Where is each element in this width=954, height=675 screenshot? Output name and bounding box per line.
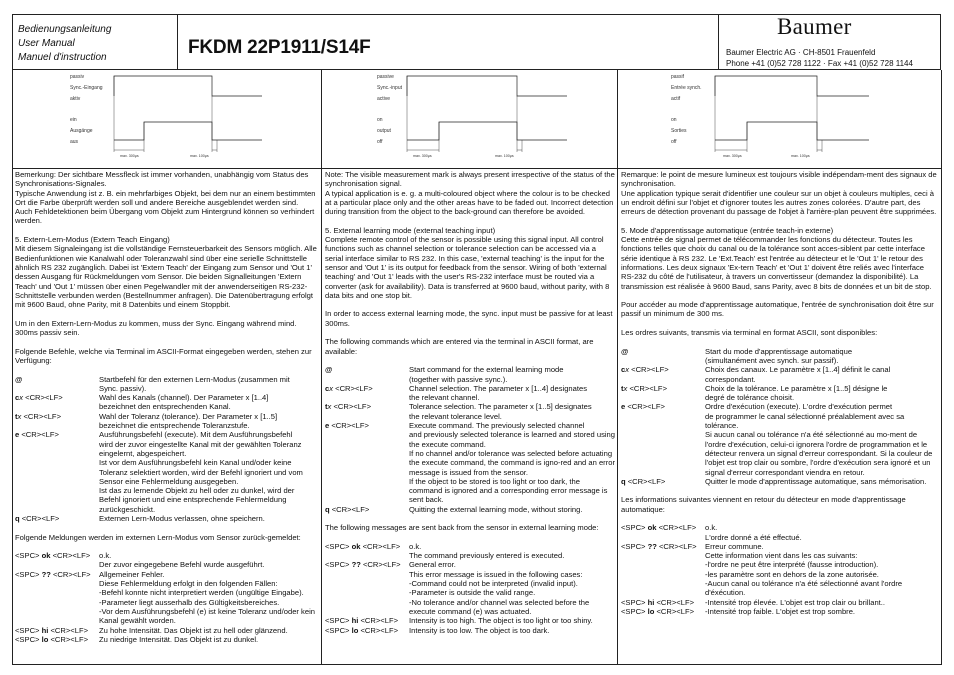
message-desc: Intensity is too high. The object is too light or too shiny.: [409, 616, 593, 626]
message-desc: -Vor dem Ausführungsbefehl (e) ist keine Toleranz und/oder kein Kanal gewählt worden.: [99, 606, 315, 626]
command-desc: and previously selected tolerance is learned and stored using the execute command.: [409, 430, 616, 449]
commands-intro: Les ordres suivants, transmis via terminal en format ASCII, sont disponibles:: [621, 328, 878, 338]
message-desc: -Command could not be interpreted (invalid input).: [409, 579, 578, 589]
note: Bemerkung: Der sichtbare Messfleck ist immer vorhanden, unabhängig vom Status des Synchronisations-Signales.: [15, 170, 309, 189]
message-desc: -Aucun canal ou tolérance n'a été sélectionné avant l'ordre d'éxécution.: [705, 579, 903, 598]
output-signal: [407, 122, 567, 140]
command-key: @: [621, 346, 629, 356]
message-key: <SPC> hi <CR><LF>: [325, 616, 399, 626]
column-de: [15, 170, 317, 644]
command-desc: Choix de la tolérance. Le paramètre x [1..5] désigne le: [705, 383, 888, 393]
command-desc: If no channel and/or tolerance was selected before actuating the execute command, the command is igno-red and an error message is issued from the sensor.: [409, 448, 615, 477]
column-en: [325, 170, 615, 635]
timing-diagram-svg: [323, 70, 617, 168]
command-key: tx <CR><LF>: [325, 402, 372, 412]
command-key: e <CR><LF>: [621, 402, 665, 412]
message-desc: -No tolerance and/or channel was selected before the execute command (e) was actuated.: [409, 597, 590, 616]
command-desc: Channel selection. The parameter x [1..4] designates: [409, 383, 587, 393]
diagram-label: Sorties: [671, 128, 687, 134]
message-desc: Erreur commune.: [705, 541, 764, 551]
command-desc: Execute command. The previously selected channel: [409, 421, 585, 431]
company-address: Baumer Electric AG · CH-8501 Frauenfeld: [726, 48, 876, 57]
column-rule: [321, 70, 322, 665]
diagram-label: off: [377, 139, 383, 145]
message-key: <SPC> ?? <CR><LF>: [325, 560, 401, 570]
command-desc: Start command for the external learning mode: [409, 365, 564, 375]
message-key: <SPC> hi <CR><LF>: [15, 625, 89, 635]
column-rule: [12, 70, 13, 665]
section-title: 5. Extern-Lern-Modus (Extern Teach Eingang): [15, 235, 170, 245]
diagram-label: Sync.-input: [377, 85, 403, 91]
column-fr: [621, 170, 937, 616]
command-desc: the relevant tolerance level.: [409, 411, 502, 421]
command-desc: Wahl der Toleranz (tolerance). Der Parameter x [1..5]: [99, 411, 278, 421]
diagram-label: active: [377, 96, 391, 102]
message-desc: L'ordre donné a été effectué.: [705, 532, 802, 542]
message-desc: General error.: [409, 560, 456, 570]
note-detail: Une application typique serait d'identifier une couleur sur un objet à couleurs multiples, ceci à un endroit défini sur l'objet et d'ignorer toutes les autres zones colorées. D'autre part, des erreurs de détection provenant du passage de l'objet à l'arrière-plan peuvent être supprimées.: [621, 188, 937, 217]
command-key: q <CR><LF>: [15, 513, 60, 523]
command-desc: Ist vor dem Ausführungsbefehl kein Kanal und/oder keine Toleranz selektiert worden, wird der Befehl ignoriert und vom Sensor eine Fehlermeldung ausgegeben.: [99, 458, 303, 486]
message-key: <SPC> hi <CR><LF>: [621, 597, 695, 607]
message-desc: Zu hohe Intensität. Das Objekt ist zu hell oder glänzend.: [99, 625, 288, 635]
timing-diagram-fr: [619, 70, 919, 168]
column-rule: [941, 70, 942, 665]
brand-logo: Baumer: [777, 14, 852, 39]
timing-label: max. 100μs: [190, 154, 209, 158]
command-desc: Externen Lern-Modus verlassen, ohne speichern.: [99, 513, 265, 523]
diagram-label: on: [671, 117, 677, 123]
command-desc: bezeichnet die entsprechende Toleranzstufe.: [99, 421, 250, 431]
command-desc: Startbefehl für den externen Lern-Modus (zusammen mit: [99, 374, 290, 384]
message-desc: Allgemeiner Fehler.: [99, 569, 165, 579]
message-desc: Der zuvor eingegebene Befehl wurde ausgeführt.: [99, 560, 265, 570]
command-key: @: [325, 365, 333, 375]
title-en: User Manual: [18, 38, 75, 49]
command-key: e <CR><LF>: [325, 421, 369, 431]
diagram-label: on: [377, 117, 383, 123]
message-key: <SPC> ?? <CR><LF>: [15, 569, 91, 579]
command-key: tx <CR><LF>: [15, 411, 62, 421]
command-desc: degré de tolérance choisit.: [705, 393, 795, 403]
note-detail: A typical application is e. g. a multi-coloured object where the colour is to be checked at a particular place only and the other areas have to be faded out. Incorrect detection during transition from the object to the back-ground can therefore be avoided.: [325, 188, 614, 217]
timing-diagram-en: [323, 70, 623, 168]
commands-intro: Folgende Befehle, welche via Terminal im ASCII-Format eingegeben werden, stehen zur Verfügung:: [15, 346, 312, 365]
message-desc: -Parameter liegt ausserhalb des Gültigkeitsbereiches.: [99, 597, 280, 607]
timing-diagram-svg: [14, 70, 314, 168]
command-key: q <CR><LF>: [325, 504, 370, 514]
section-body: Mit diesem Signaleingang ist die vollständige Fernsteuerbarkeit des Sensors möglich. Alle Bedienfunktionen wie Kanalwahl oder Toleranzwahl sind über eine serielle Schnittstelle ähnlich RS 232 zugänglich. Dabei ist 'Extern Teach' der Eingang zum Sensor und 'Out 1' dessen Ausgang für Rückmeldungen vom Sensor. Die beiden Signalleitungen 'Extern Teach' und 'Out 1' müssen über einen Pegelwandler mit der anwenderseitigen RS-232-Schnittstelle verbunden werden (Bestellnummer anfragen). Die Datenübertragung erfolgt mit 9600 Baud, ohne Parity, mit 8 Datenbits und einem Stoppbit.: [15, 244, 317, 310]
note: Note: The visible measurement mark is always present irrespective of the status of the synchronisation signal.: [325, 170, 615, 189]
command-desc: Start du mode d'apprentissage automatique: [705, 346, 853, 356]
note: Remarque: le point de mesure lumineux est toujours visible indépendam-ment des signaux de synchronisation.: [621, 170, 937, 189]
header-divider: [718, 14, 719, 70]
diagram-label: passive: [377, 74, 394, 80]
command-key: cx <CR><LF>: [621, 365, 669, 375]
command-desc: If the object to be stored is too light or too dark, the command is ignored and a corresponding error message is sent back.: [409, 476, 608, 505]
title-fr: Manuel d'instruction: [18, 52, 107, 63]
command-desc: wird der zuvor eingestellte Kanal mit der gewählten Toleranz eingelernt, abgespeichert.: [99, 439, 302, 458]
message-key: <SPC> ok <CR><LF>: [325, 541, 401, 551]
message-desc: -Intensité trop élevée. L'objet est trop clair ou brillant..: [705, 597, 885, 607]
diagram-label: aktiv: [70, 96, 81, 102]
diagram-rule: [12, 168, 941, 169]
message-key: <SPC> lo <CR><LF>: [325, 625, 399, 635]
command-desc: correspondant.: [705, 374, 756, 384]
command-key: tx <CR><LF>: [621, 383, 668, 393]
command-desc: Choix des canaux. Le paramètre x [1..4] définit le canal: [705, 365, 891, 375]
sync-signal: [114, 76, 262, 96]
section-body: Cette entrée de signal permet de télécommander les fonctions du détecteur. Toutes les fonctions telles que choix du canal ou de la tolérance sont acces-siblent par cette interface série identique à RS 232. Le 'Ext.Teach' est l'entrée au détecteur et le 'Out 1' le retour des informations. Les deux signaux 'Ex-tern Teach' et 'Out 1' doivent être reliés avec l'interface RS-232 du côté de l'utilisateur, à travers un convertisseur (demandez la disponibilité). La transmission est réalisée à 9600 Baud, sans Parity, avec 8 bits de données et un bit de stop.: [621, 235, 932, 291]
command-key: cx <CR><LF>: [325, 383, 373, 393]
diagram-label: actif: [671, 96, 681, 102]
command-key: e <CR><LF>: [15, 430, 59, 440]
message-desc: o.k.: [99, 551, 112, 561]
diagram-label: Entrée synch.: [671, 85, 702, 91]
command-desc: Ist das zu lernende Objekt zu hell oder zu dunkel, wird der Befehl ignoriert und eine entsprechende Fehlermeldung zurückgeschickt.: [99, 486, 295, 514]
command-desc: Quitting the external learning mode, without storing.: [409, 504, 583, 514]
diagram-label: ein: [70, 117, 77, 123]
section-title: 5. External learning mode (external teaching input): [325, 225, 496, 235]
diagram-label: aus: [70, 139, 79, 145]
command-key: cx <CR><LF>: [15, 393, 63, 403]
diagram-label: passif: [671, 74, 685, 80]
message-desc: Diese Fehlermeldung erfolgt in den folgenden Fällen:: [99, 579, 278, 589]
product-title: FKDM 22P1911/S14F: [188, 37, 371, 58]
messages-intro: Folgende Meldungen werden im externen Lern-Modus vom Sensor zurück-gemeldet:: [15, 532, 301, 542]
message-key: <SPC> ok <CR><LF>: [621, 523, 697, 533]
command-desc: Quitter le mode d'apprentissage automatique, sans mémorisation.: [705, 476, 927, 486]
command-desc: Wahl des Kanals (channel). Der Parameter x [1..4]: [99, 393, 269, 403]
diagram-label: off: [671, 139, 677, 145]
sync-note: Pour accéder au mode d'apprentissage automatique, l'entrée de synchronisation doit être sur passif un minimum de 300 ms.: [621, 300, 934, 319]
company-phone: Phone +41 (0)52 728 1122 · Fax +41 (0)52 728 1144: [726, 59, 913, 68]
title-de: Bedienungsanleitung: [18, 24, 112, 35]
commands-intro: The following commands which are entered via the terminal in ASCII format, are available:: [325, 337, 594, 356]
command-desc: bezeichnet den entsprechenden Kanal.: [99, 402, 231, 412]
header-divider: [177, 14, 178, 70]
command-desc: the relevant channel.: [409, 393, 480, 403]
sync-signal: [715, 76, 869, 96]
command-key: q <CR><LF>: [621, 476, 666, 486]
timing-label: max. 300μs: [723, 154, 742, 158]
section-title: 5. Mode d'apprentissage automatique (entrée teach-in externe): [621, 225, 834, 235]
command-desc: Tolerance selection. The parameter x [1..5] designates: [409, 402, 592, 412]
message-desc: -Parameter is outside the valid range.: [409, 588, 536, 598]
command-desc: (together with passive sync.).: [409, 374, 508, 384]
messages-intro: The following messages are sent back from the sensor in external learning mode:: [325, 523, 599, 533]
timing-label: max. 300μs: [120, 154, 139, 158]
command-desc: Ordre d'exécution (execute). L'ordre d'exécution permet: [705, 402, 893, 412]
sync-note: Um in den Extern-Lern-Modus zu kommen, muss der Sync. Eingang während mind. 300ms passiv sein.: [15, 318, 297, 338]
diagram-label: output: [377, 128, 391, 134]
command-desc: Si aucun canal ou tolérance n'a été sélectionné au mo-ment de l'ordre d'exécution, celui-ci ignorera l'ordre de programmation et le détecteur renvera un signal d'erreur correspondant. Si la couleur de l'objet est trop clair ou sombre, l'ordre d'exécution sera ignoré et un signal d'erreur correspondant viendra en retour.: [705, 430, 933, 477]
message-key: <SPC> ok <CR><LF>: [15, 551, 91, 561]
timing-label: max. 300μs: [413, 154, 432, 158]
message-desc: Cette information vient dans les cas suivants:: [705, 551, 858, 561]
note-detail: Typische Anwendung ist z. B. ein mehrfarbiges Objekt, bei dem nur an einem bestimmten Ort die Farbe überprüft werden soll und andere Bereiche ausgeblendet werden sind. Auch Fehldetektionen beim Übergang vom Objekt zum Hintergrund können so verhindert werden.: [15, 188, 316, 226]
sync-note: In order to access external learning mode, the sync. input must be passive for at least 300ms.: [325, 309, 613, 328]
message-desc: o.k.: [409, 541, 422, 551]
command-key: @: [15, 374, 23, 384]
timing-diagram-svg: [619, 70, 939, 168]
message-key: <SPC> lo <CR><LF>: [15, 634, 89, 644]
message-desc: Zu niedrige Intensität. Das Objekt ist zu dunkel.: [99, 634, 259, 644]
timing-label: max. 100μs: [791, 154, 810, 158]
message-key: <SPC> lo <CR><LF>: [621, 606, 695, 616]
message-desc: -les paramètre sont en dehors de la zone autorisée.: [705, 569, 879, 579]
diagram-label: Ausgänge: [70, 128, 93, 134]
message-desc: -Befehl konnte nicht interpretiert werden (ungültige Eingabe).: [99, 588, 304, 598]
diagram-label: passiv: [70, 74, 85, 80]
messages-intro: Les informations suivantes viennent en retour du détecteur en mode d'apprentissage automatique:: [621, 495, 906, 514]
timing-diagram-de: [14, 70, 314, 168]
section-body: Complete remote control of the sensor is possible using this signal input. All control functions such as channel selection or tolerance selection can be accessed via a serial interface similar to RS 232. In this case, 'external teaching' is the input for the sensor and 'Out 1' is its output for feedback from the sensor. Wiring of both 'external teaching' and 'Out 1' leads with the user's RS-232 interface must be routed via a converter (ask for availability). Data is transferred at 9600 baud, without parity, with 8 data bits and one stop bit.: [325, 235, 610, 300]
command-desc: Sync. passiv).: [99, 383, 147, 393]
message-desc: Intensity is too low. The object is too dark.: [409, 625, 550, 635]
command-desc: (simultanément avec synch. sur passif).: [705, 355, 839, 365]
message-desc: -Intensité trop faible. L'objet est trop sombre.: [705, 606, 856, 616]
command-desc: Ausführungsbefehl (execute). Mit dem Ausführungsbefehl: [99, 430, 293, 440]
message-desc: This error message is issued in the following cases:: [409, 569, 583, 579]
message-desc: The command previously entered is executed.: [409, 551, 565, 561]
output-signal: [715, 122, 869, 140]
message-desc: o.k.: [705, 523, 718, 533]
command-desc: de programmer le canal sélectionné préalablement avec sa tolérance.: [705, 411, 905, 431]
timing-label: max. 100μs: [495, 154, 514, 158]
output-signal: [114, 122, 262, 140]
message-key: <SPC> ?? <CR><LF>: [621, 541, 697, 551]
bottom-rule: [12, 664, 941, 665]
diagram-label: Sync.-Eingang: [70, 85, 103, 91]
sync-signal: [407, 76, 567, 96]
message-desc: -l'ordre ne peut être interprété (fausse introduction).: [705, 560, 879, 570]
